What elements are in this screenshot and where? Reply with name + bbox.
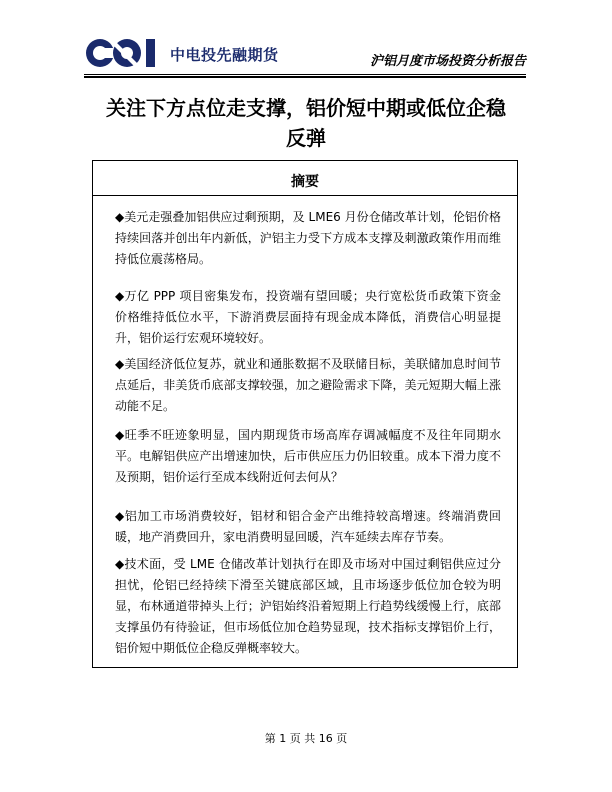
report-name: 沪铝月度市场投资分析报告 [369,54,526,69]
summary-paragraph: ◆美元走强叠加铝供应过剩预期，及 LME6 月份仓储改革计划，伦铝价格持续回落并创出年内新低，沪铝主力受下方成本支撑及刺激政策作用而维持低位震荡格局。 [115,210,501,266]
title-line-2: 反弹 [286,126,326,150]
summary-paragraph: ◆铝加工市场消费较好，铝材和铝合金产出维持较高增速。终端消费回暖，地产消费回升，家电消费明显回暖，汽车延续去库存节奏。 [115,509,501,544]
summary-paragraph: ◆技术面，受 LME 仓储改革计划执行在即及市场对中国过剩铝供应过分担忧，伦铝已经持续下滑至关键底部区域，且市场逐步低位加仓较为明显，布林通道带掉头上行；沪铝始终沿着短期上行趋势线缓慢上行，底部支撑虽仍有待验证，但市场低位加仓趋势显现，技术指标支撑铝价上行，铝价短中期低位企稳反弹概率较大。 [115,557,501,655]
company-name: 中电投先融期货 [170,46,279,64]
summary-divider [93,195,517,196]
summary-box [92,160,518,668]
page-header [84,34,526,76]
summary-paragraph: ◆旺季不旺迹象明显，国内期现货市场高库存调减幅度不及往年同期水平。电解铝供应产出增速加快，后市供应压力仍旧较重。成本下滑力度不及预期，铝价运行至成本线附近何去何从？ [115,428,501,484]
summary-paragraph: ◆美国经济低位复苏，就业和通胀数据不及联储目标，美联储加息时间节点延后，非美货币底部支撑较强，加之避险需求下降，美元短期大幅上涨动能不足。 [115,357,501,413]
summary-paragraph: ◆万亿 PPP 项目密集发布，投资端有望回暖；央行宽松货币政策下资金价格维持低位水平，下游消费层面持有现金成本降低，消费信心明显提升，铝价运行宏观环境较好。 [115,289,501,345]
summary-heading: 摘要 [291,174,319,190]
cpi-logo-icon [84,34,162,72]
header-divider-thick [84,76,526,78]
page-title [80,93,532,153]
title-line-1: 关注下方点位走支撑，铝价短中期或低位企稳 [106,96,506,120]
header-divider [84,74,526,75]
page-number: 第 1 页 共 16 页 [264,732,348,745]
